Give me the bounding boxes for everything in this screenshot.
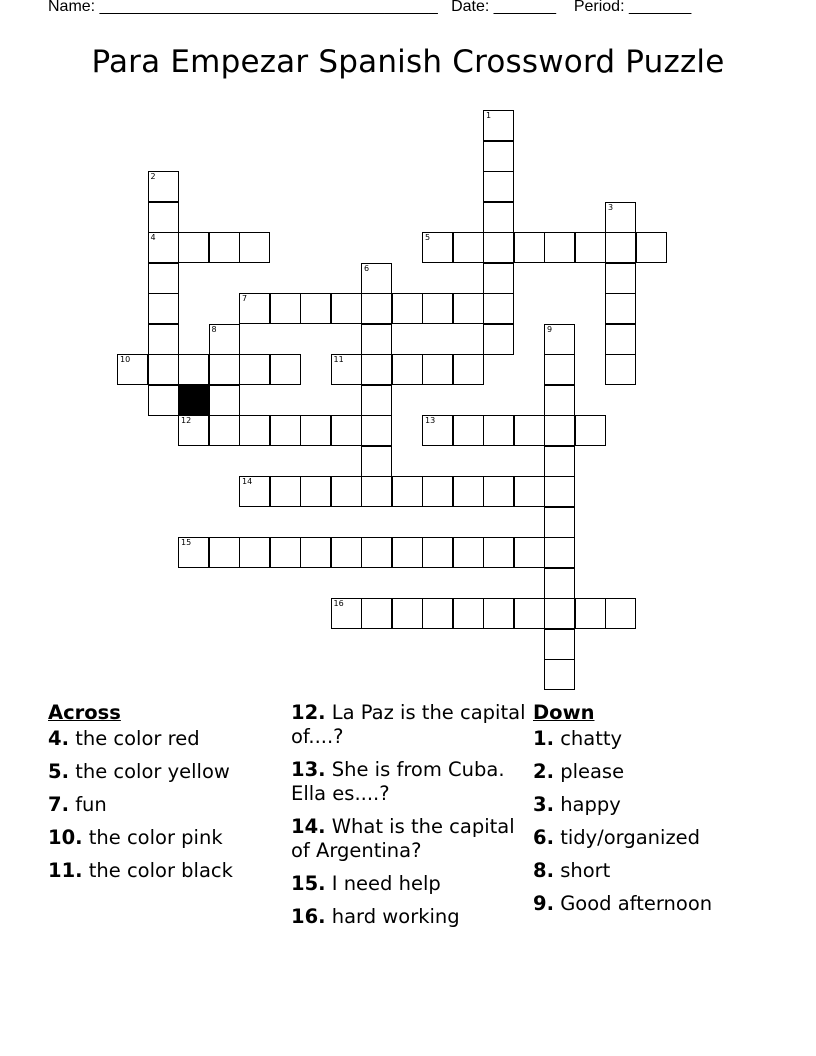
crossword-cell[interactable] (361, 476, 392, 507)
clue-text: hard working (331, 905, 460, 928)
clue-number: 5. (48, 760, 69, 783)
crossword-cell[interactable] (605, 324, 636, 355)
crossword-cell[interactable] (331, 354, 362, 385)
crossword-cell[interactable] (239, 415, 270, 446)
clue-across-4 (48, 727, 278, 751)
crossword-cell[interactable] (483, 598, 514, 629)
crossword-cell[interactable] (361, 598, 392, 629)
clue-number: 9. (533, 892, 554, 915)
crossword-cell[interactable] (483, 232, 514, 263)
period-field-label[interactable]: Period: _______ (573, 0, 692, 15)
crossword-cell[interactable] (300, 415, 331, 446)
clue-across-14 (291, 815, 531, 863)
clue-text: La Paz is the capital of....? (291, 701, 526, 748)
crossword-cell[interactable] (544, 385, 575, 416)
crossword-cell[interactable] (544, 232, 575, 263)
crossword-cell[interactable] (422, 415, 453, 446)
down-heading: Down (533, 701, 595, 724)
crossword-cell[interactable] (209, 232, 240, 263)
crossword-cell[interactable] (300, 293, 331, 324)
crossword-cell[interactable] (483, 537, 514, 568)
crossword-cell[interactable] (544, 324, 575, 355)
clue-text: tidy/organized (560, 826, 701, 849)
crossword-cell[interactable] (544, 537, 575, 568)
crossword-cell[interactable] (483, 263, 514, 294)
clue-text: short (560, 859, 611, 882)
crossword-cell[interactable] (544, 507, 575, 538)
clue-across-11 (48, 859, 278, 883)
across-clues (48, 701, 278, 892)
crossword-cell[interactable] (544, 568, 575, 599)
clue-across-10 (48, 826, 278, 850)
crossword-cell[interactable] (483, 141, 514, 172)
crossword-cell[interactable] (392, 354, 423, 385)
crossword-cell[interactable] (270, 293, 301, 324)
crossword-cell[interactable] (483, 415, 514, 446)
crossword-cell[interactable] (239, 537, 270, 568)
crossword-cell[interactable] (239, 293, 270, 324)
cell-number: 3 (608, 202, 614, 212)
clue-number: 13. (291, 758, 326, 781)
clue-number: 4. (48, 727, 69, 750)
crossword-cell[interactable] (605, 293, 636, 324)
clue-number: 6. (533, 826, 554, 849)
clue-text: the color pink (88, 826, 223, 849)
cell-number: 6 (364, 263, 370, 273)
crossword-cell[interactable] (544, 629, 575, 660)
cell-number: 8 (211, 324, 217, 334)
clue-down-1 (533, 727, 773, 751)
crossword-cell[interactable] (178, 537, 209, 568)
crossword-cell[interactable] (361, 446, 392, 477)
crossword-cell[interactable] (483, 171, 514, 202)
clue-number: 16. (291, 905, 326, 928)
cell-number: 7 (242, 294, 248, 303)
crossword-cell[interactable] (331, 537, 362, 568)
crossword-cell[interactable] (209, 385, 240, 416)
crossword-cell[interactable] (148, 385, 179, 416)
clue-across-15 (291, 872, 531, 896)
cell-number: 10 (120, 355, 131, 364)
crossword-cell[interactable] (422, 293, 453, 324)
down-clues (533, 701, 773, 925)
crossword-cell[interactable] (514, 476, 545, 507)
clue-text: Good afternoon (560, 892, 713, 915)
crossword-cell[interactable] (453, 476, 484, 507)
across-clues-continued (291, 701, 531, 938)
crossword-cell[interactable] (544, 415, 575, 446)
clue-number: 11. (48, 859, 83, 882)
clue-text: the color red (75, 727, 200, 750)
clue-text: please (560, 760, 625, 783)
crossword-cell[interactable] (209, 324, 240, 355)
crossword-cell[interactable] (361, 415, 392, 446)
cell-number: 9 (547, 324, 553, 334)
clue-number: 15. (291, 872, 326, 895)
page-title: Para Empezar Spanish Crossword Puzzle (91, 44, 725, 80)
crossword-cell[interactable] (178, 415, 209, 446)
clue-across-13 (291, 758, 531, 806)
crossword-cell[interactable] (148, 293, 179, 324)
crossword-cell[interactable] (575, 415, 606, 446)
crossword-cell[interactable] (209, 537, 240, 568)
crossword-cell[interactable] (209, 354, 240, 385)
crossword-cell[interactable] (544, 446, 575, 477)
clue-number: 8. (533, 859, 554, 882)
crossword-cell[interactable] (636, 232, 667, 263)
cell-number: 14 (242, 477, 253, 486)
crossword-cell[interactable] (392, 537, 423, 568)
crossword-cell[interactable] (331, 598, 362, 629)
crossword-cell[interactable] (605, 263, 636, 294)
cell-number: 12 (181, 416, 192, 425)
crossword-cell[interactable] (148, 324, 179, 355)
crossword-cell[interactable] (453, 354, 484, 385)
cell-number: 16 (333, 599, 344, 608)
clue-down-2 (533, 760, 773, 784)
clue-across-5 (48, 760, 278, 784)
crossword-cell[interactable] (514, 537, 545, 568)
cell-number: 5 (425, 233, 431, 242)
clue-number: 12. (291, 701, 326, 724)
across-heading: Across (48, 701, 121, 724)
crossword-cell[interactable] (300, 537, 331, 568)
crossword-cell[interactable] (361, 324, 392, 355)
crossword-cell[interactable] (239, 354, 270, 385)
crossword-cell[interactable] (148, 171, 179, 202)
crossword-cell[interactable] (117, 354, 148, 385)
clue-text: the color black (88, 859, 233, 882)
clue-text: the color yellow (75, 760, 230, 783)
clue-down-3 (533, 793, 773, 817)
crossword-cell[interactable] (605, 202, 636, 233)
crossword-cell[interactable] (178, 232, 209, 263)
cell-number: 4 (150, 233, 156, 242)
crossword-cell[interactable] (544, 476, 575, 507)
crossword-cell[interactable] (544, 659, 575, 690)
crossword-cell[interactable] (361, 385, 392, 416)
crossword-cell[interactable] (331, 476, 362, 507)
clue-text: chatty (560, 727, 623, 750)
clue-down-9 (533, 892, 773, 916)
clue-across-12 (291, 701, 531, 749)
crossword-cell[interactable] (209, 415, 240, 446)
clue-text: fun (75, 793, 107, 816)
clue-number: 1. (533, 727, 554, 750)
crossword-cell[interactable] (483, 202, 514, 233)
date-field-label[interactable]: Date: _______ (451, 0, 557, 15)
crossword-cell[interactable] (270, 537, 301, 568)
crossword-cell[interactable] (331, 293, 362, 324)
crossword-cell[interactable] (148, 263, 179, 294)
clue-number: 14. (291, 815, 326, 838)
clue-text: I need help (331, 872, 441, 895)
crossword-cell[interactable] (453, 598, 484, 629)
crossword-cell[interactable] (422, 232, 453, 263)
crossword-cell[interactable] (300, 476, 331, 507)
crossword-cell[interactable] (422, 598, 453, 629)
crossword-cell[interactable] (422, 537, 453, 568)
cell-number: 13 (425, 416, 436, 425)
crossword-cell[interactable] (178, 354, 209, 385)
clue-down-6 (533, 826, 773, 850)
black-square (178, 385, 209, 416)
crossword-cell[interactable] (483, 110, 514, 141)
crossword-cell[interactable] (605, 354, 636, 385)
crossword-cell[interactable] (148, 232, 179, 263)
clue-text: happy (560, 793, 621, 816)
crossword-cell[interactable] (392, 476, 423, 507)
crossword-cell[interactable] (148, 354, 179, 385)
crossword-cell[interactable] (544, 354, 575, 385)
cell-number: 15 (181, 538, 192, 547)
crossword-cell[interactable] (361, 354, 392, 385)
crossword-cell[interactable] (148, 202, 179, 233)
crossword-cell[interactable] (270, 415, 301, 446)
crossword-cell[interactable] (514, 415, 545, 446)
clue-number: 2. (533, 760, 554, 783)
clue-number: 10. (48, 826, 83, 849)
clue-number: 7. (48, 793, 69, 816)
crossword-cell[interactable] (575, 598, 606, 629)
crossword-cell[interactable] (483, 476, 514, 507)
crossword-cell[interactable] (422, 476, 453, 507)
crossword-cell[interactable] (239, 476, 270, 507)
crossword-cell[interactable] (270, 476, 301, 507)
clue-number: 3. (533, 793, 554, 816)
crossword-cell[interactable] (422, 354, 453, 385)
crossword-cell[interactable] (392, 598, 423, 629)
crossword-cell[interactable] (514, 232, 545, 263)
cell-number: 2 (150, 172, 156, 181)
clue-text: She is from Cuba. Ella es....? (291, 758, 505, 805)
crossword-cell[interactable] (514, 598, 545, 629)
crossword-cell[interactable] (453, 232, 484, 263)
crossword-cell[interactable] (605, 598, 636, 629)
crossword-cell[interactable] (392, 293, 423, 324)
cell-number: 1 (486, 111, 492, 120)
clue-across-7 (48, 793, 278, 817)
crossword-cell[interactable] (361, 263, 392, 294)
crossword-cell[interactable] (483, 324, 514, 355)
name-field-label[interactable]: Name: ______________________________________ (48, 0, 438, 15)
crossword-cell[interactable] (453, 537, 484, 568)
cell-number: 11 (333, 355, 344, 364)
crossword-cell[interactable] (453, 415, 484, 446)
clue-across-16 (291, 905, 531, 929)
crossword-cell[interactable] (361, 293, 392, 324)
crossword-cell[interactable] (453, 293, 484, 324)
clue-text: What is the capital of Argentina? (291, 815, 515, 862)
crossword-cell[interactable] (575, 232, 606, 263)
header-line (48, 0, 691, 16)
crossword-cell[interactable] (331, 415, 362, 446)
crossword-cell[interactable] (483, 293, 514, 324)
crossword-cell[interactable] (605, 232, 636, 263)
crossword-cell[interactable] (361, 537, 392, 568)
crossword-cell[interactable] (270, 354, 301, 385)
crossword-cell[interactable] (239, 232, 270, 263)
crossword-cell[interactable] (544, 598, 575, 629)
clue-down-8 (533, 859, 773, 883)
